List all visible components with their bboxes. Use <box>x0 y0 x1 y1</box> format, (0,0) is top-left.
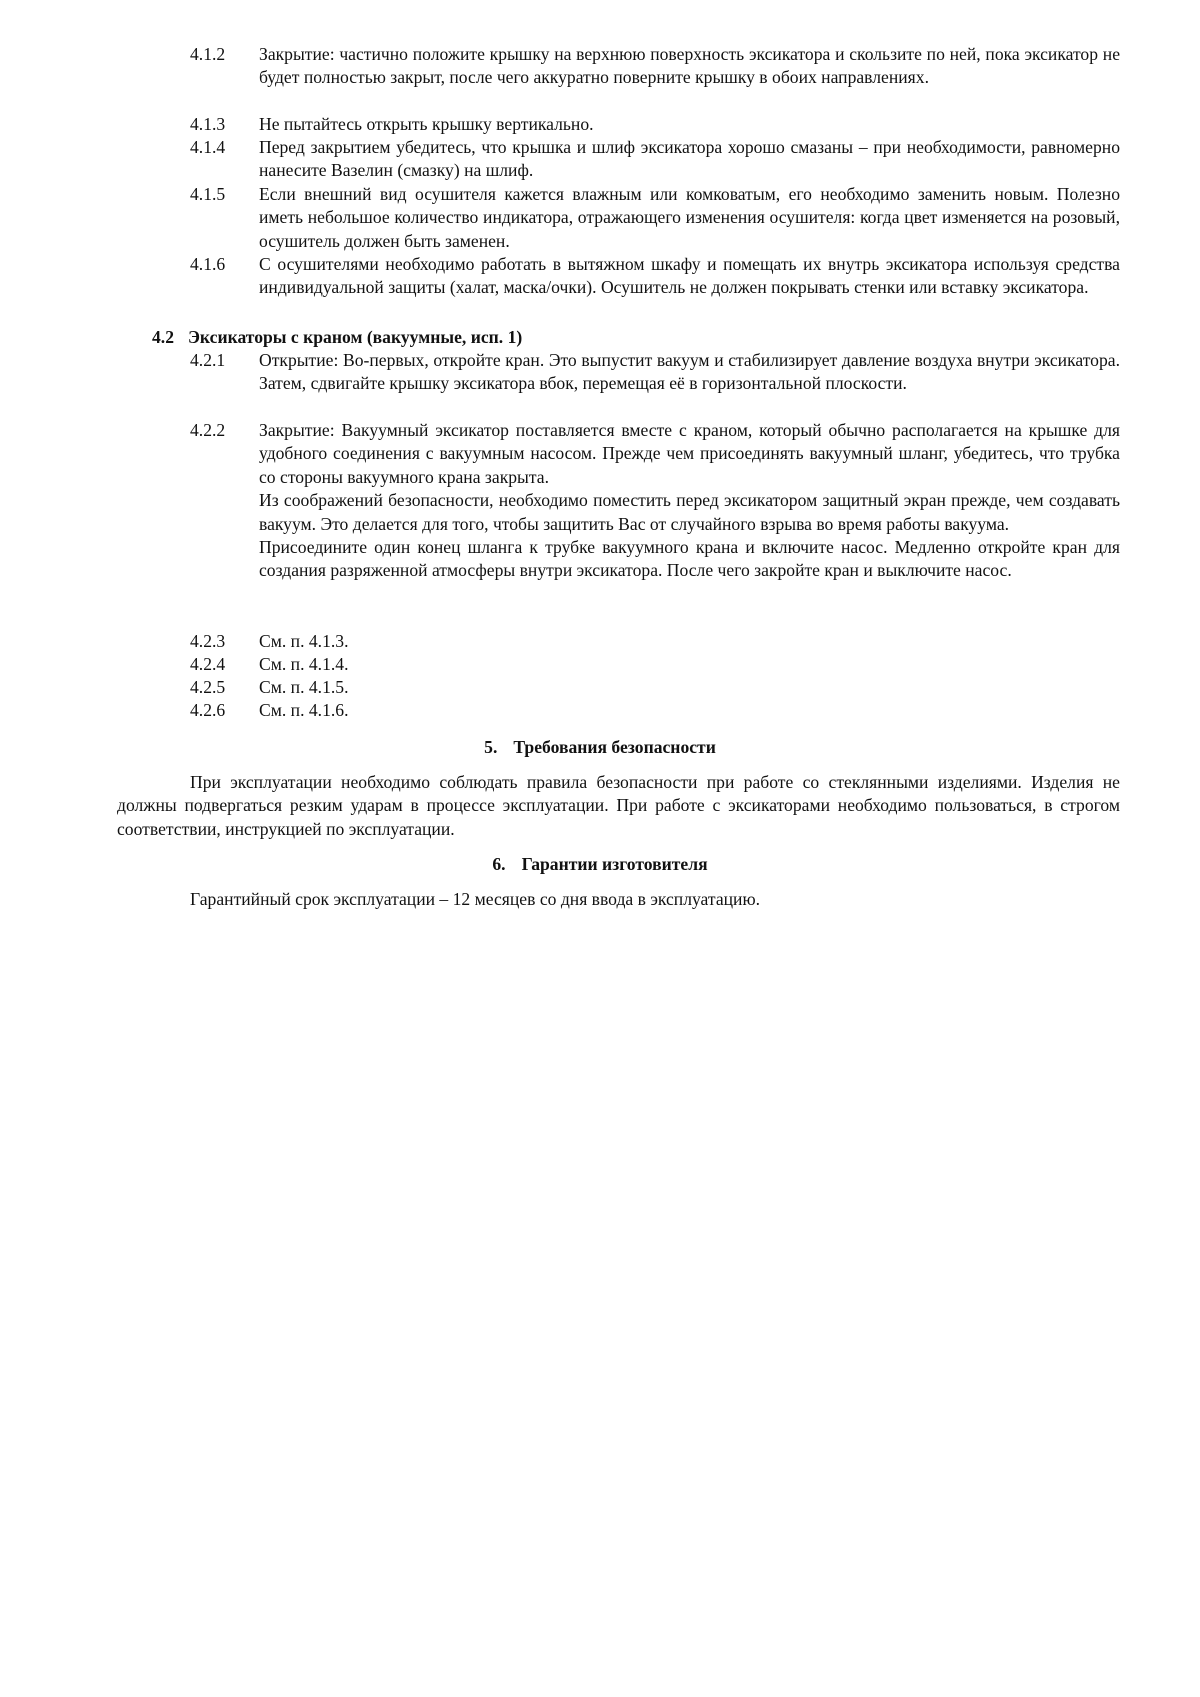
item-text <box>259 630 1120 653</box>
item-text: Если внешний вид осушителя кажется влажным или комковатым, его необходимо заменить новым. Полезно иметь небольшое количество индикатора, отражающего изменения осушителя: когда цвет изменяется на розовый, осушитель должен быть заменен. <box>259 184 1120 251</box>
item-number: 4.2.2 <box>190 420 226 440</box>
item-text: Не пытайтесь открыть крышку вертикально. <box>259 114 594 134</box>
item-number: 4.1.4 <box>190 137 226 157</box>
item-paragraph: См. п. 4.1.4. <box>259 654 349 674</box>
list-item <box>190 676 1120 699</box>
item-paragraph: Закрытие: Вакуумный эксикатор поставляется вместе с краном, который обычно располагается на крышке для удобного соединения с вакуумным насосом. Прежде чем присоединять вакуумный шланг, убедитесь, что трубка со стороны вакуумного крана закрыта. <box>259 420 1120 487</box>
item-text <box>259 653 1120 676</box>
list-item <box>190 653 1120 676</box>
list-item <box>190 43 1120 90</box>
item-number: 4.1.2 <box>190 44 226 64</box>
section-number: 6. <box>492 854 506 874</box>
section-paragraph: Гарантийный срок эксплуатации – 12 месяцев со дня ввода в эксплуатацию. <box>190 889 761 909</box>
section-heading <box>0 736 1200 759</box>
subsection-title: Эксикаторы с краном (вакуумные, исп. 1) <box>188 327 523 347</box>
section-heading <box>0 853 1200 876</box>
list-item <box>190 183 1120 253</box>
item-number: 4.1.3 <box>190 114 226 134</box>
item-text <box>259 419 1120 583</box>
item-number: 4.2.6 <box>190 700 226 720</box>
item-number: 4.1.5 <box>190 184 226 204</box>
item-text: С осушителями необходимо работать в вытяжном шкафу и помещать их внутрь эксикатора используя средства индивидуальной защиты (халат, маска/очки). Осушитель не должен покрывать стенки или вставку эксикатора. <box>259 254 1120 298</box>
list-item <box>190 253 1120 300</box>
item-text <box>259 699 1120 722</box>
item-paragraph: Присоедините один конец шланга к трубке вакуумного крана и включите насос. Медленно откройте кран для создания разряженной атмосферы внутри эксикатора. После чего закройте кран и выключите насос. <box>259 537 1120 581</box>
list-item <box>190 699 1120 722</box>
list-item <box>190 349 1120 396</box>
item-paragraph: См. п. 4.1.6. <box>259 700 349 720</box>
item-paragraph: См. п. 4.1.5. <box>259 677 349 697</box>
list-item <box>190 419 1120 583</box>
item-text <box>259 349 1120 396</box>
section-paragraph: При эксплуатации необходимо соблюдать правила безопасности при работе со стеклянными изделиями. Изделия не должны подвергаться резким ударам в процессе эксплуатации. При работе с эксикаторами необходимо пользоваться, в строгом соответствии, инструкцией по эксплуатации. <box>117 772 1120 839</box>
item-number: 4.2.3 <box>190 631 226 651</box>
section-number: 5. <box>484 737 498 757</box>
item-paragraph: Открытие: Во-первых, откройте кран. Это выпустит вакуум и стабилизирует давление воздуха внутри эксикатора. Затем, сдвигайте крышку эксикатора вбок, перемещая её в горизонтальной плоскости. <box>259 350 1120 394</box>
subsection-heading <box>152 326 522 349</box>
section-title: Гарантии изготовителя <box>521 854 708 874</box>
item-number: 4.2.1 <box>190 350 226 370</box>
item-number: 4.1.6 <box>190 254 226 274</box>
item-text <box>259 676 1120 699</box>
list-item <box>190 630 1120 653</box>
item-text: Закрытие: частично положите крышку на верхнюю поверхность эксикатора и скользите по ней, пока эксикатор не будет полностью закрыт, после чего аккуратно поверните крышку в обоих направлениях. <box>259 44 1120 88</box>
list-item <box>190 113 1120 136</box>
item-text: Перед закрытием убедитесь, что крышка и шлиф эксикатора хорошо смазаны – при необходимости, равномерно нанесите Вазелин (смазку) на шлиф. <box>259 137 1120 181</box>
section-title: Требования безопасности <box>513 737 716 757</box>
subsection-number: 4.2 <box>152 327 174 347</box>
item-paragraph: Из соображений безопасности, необходимо поместить перед эксикатором защитный экран прежде, чем создавать вакуум. Это делается для того, чтобы защитить Вас от случайного взрыва во время работы вакуума. <box>259 490 1120 534</box>
item-number: 4.2.4 <box>190 654 226 674</box>
item-number: 4.2.5 <box>190 677 226 697</box>
item-paragraph: См. п. 4.1.3. <box>259 631 349 651</box>
list-item <box>190 136 1120 183</box>
